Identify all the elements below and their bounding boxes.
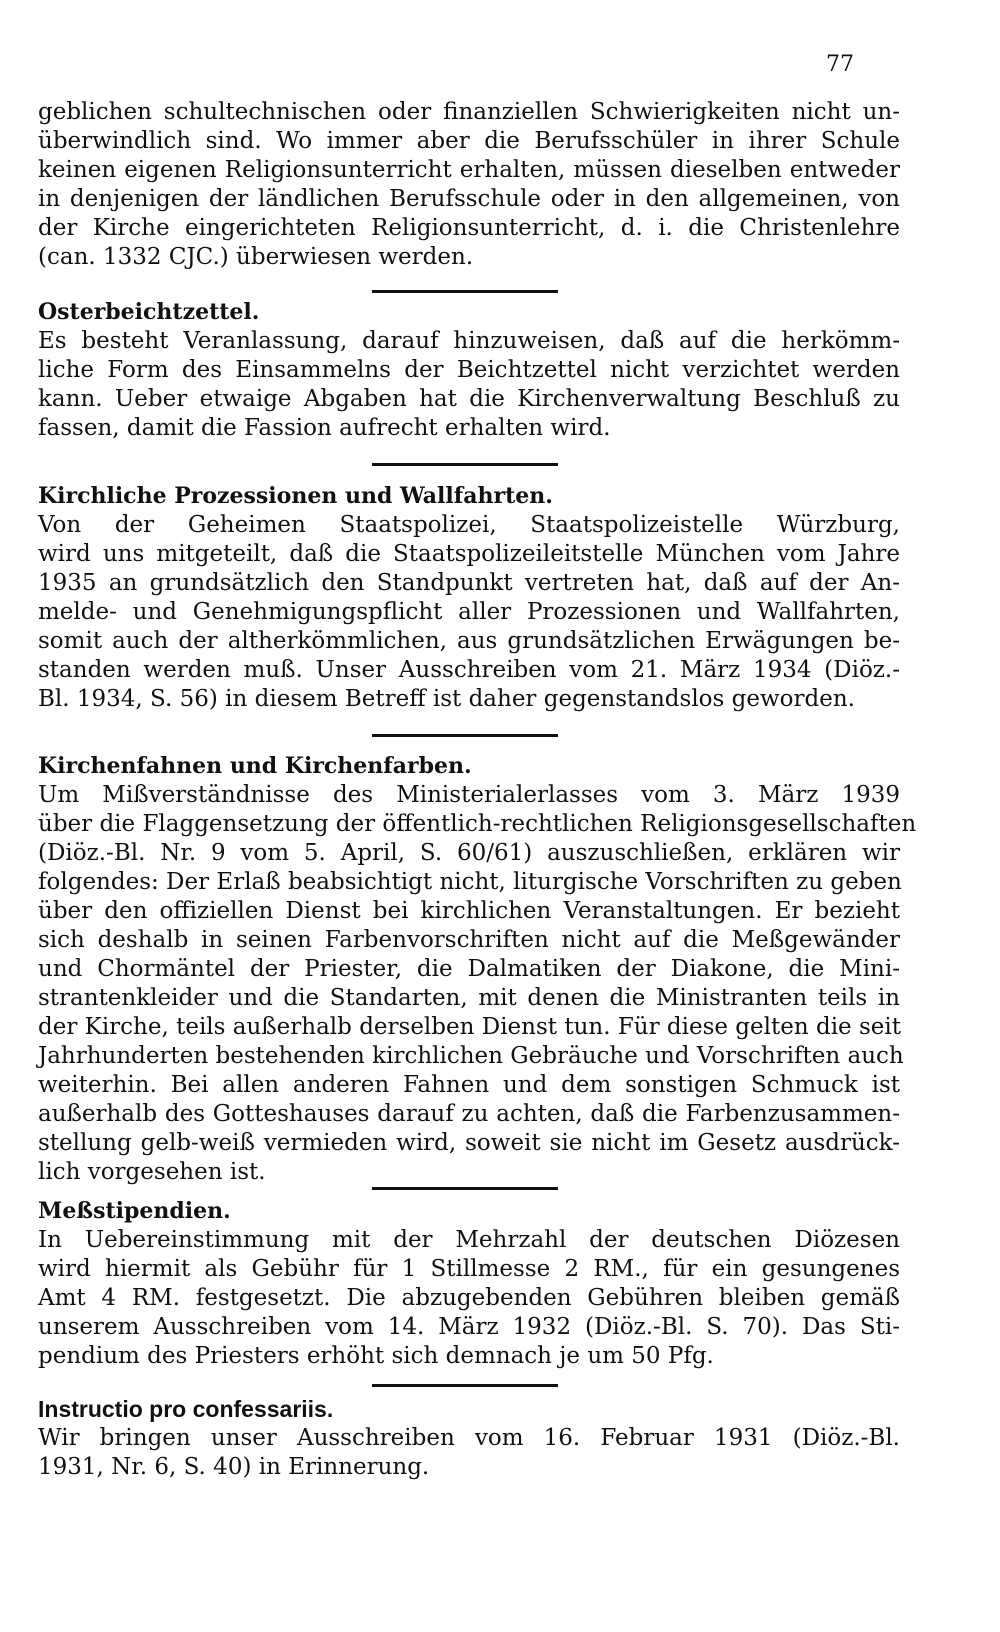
paragraph-line: strantenkleider und die Standarten, mit denen die Ministranten teils in xyxy=(38,985,900,1011)
intro-paragraph xyxy=(38,98,900,272)
section-heading: Instructio pro confessariis. xyxy=(38,1396,334,1422)
paragraph-line: (can. 1332 CJC.) überwiesen werden. xyxy=(38,244,474,270)
section-heading: Kirchliche Prozessionen und Wallfahrten. xyxy=(38,483,553,509)
paragraph-line: lich vorgesehen ist. xyxy=(38,1159,266,1185)
paragraph-line: und Chormäntel der Priester, die Dalmatiken der Diakone, die Mini- xyxy=(38,956,900,982)
paragraph-line: melde- und Genehmigungspflicht aller Prozessionen und Wallfahrten, xyxy=(38,599,900,625)
paragraph-line: In Uebereinstimmung mit der Mehrzahl der deutschen Diözesen xyxy=(38,1227,900,1253)
paragraph-line: kann. Ueber etwaige Abgaben hat die Kirchenverwaltung Beschluß zu xyxy=(38,386,900,412)
section-divider xyxy=(372,463,558,466)
paragraph-line: über den offiziellen Dienst bei kirchlichen Veranstaltungen. Er bezieht xyxy=(38,898,900,924)
paragraph-line: pendium des Priesters erhöht sich demnach je um 50 Pfg. xyxy=(38,1343,714,1369)
paragraph-line: der Kirche eingerichteten Religionsunterricht, d. i. die Christenlehre xyxy=(38,215,900,241)
paragraph-line: folgendes: Der Erlaß beabsichtigt nicht, liturgische Vorschriften zu geben xyxy=(38,869,902,895)
paragraph-line: wird hiermit als Gebühr für 1 Stillmesse 2 RM., für ein gesungenes xyxy=(38,1256,900,1282)
paragraph-line: Amt 4 RM. festgesetzt. Die abzugebenden Gebühren bleiben gemäß xyxy=(38,1285,900,1311)
section-osterbeichtzettel xyxy=(38,298,900,443)
section-divider xyxy=(372,1384,558,1387)
section-heading: Kirchenfahnen und Kirchenfarben. xyxy=(38,753,472,779)
paragraph-line: wird uns mitgeteilt, daß die Staatspolizeileitstelle München vom Jahre xyxy=(38,541,900,567)
paragraph-line: fassen, damit die Fassion aufrecht erhalten wird. xyxy=(38,415,611,441)
paragraph-line: Jahrhunderten bestehenden kirchlichen Gebräuche und Vorschriften auch xyxy=(38,1043,904,1069)
paragraph-line: Wir bringen unser Ausschreiben vom 16. Februar 1931 (Diöz.-Bl. xyxy=(38,1425,900,1451)
section-kirchenfahnen xyxy=(38,752,917,1187)
paragraph-line: geblichen schultechnischen oder finanziellen Schwierigkeiten nicht un- xyxy=(38,99,900,125)
section-messstipendien xyxy=(38,1197,900,1371)
paragraph-line: über die Flaggensetzung der öffentlich-rechtlichen Religionsgesellschaften xyxy=(38,811,917,837)
paragraph-line: in denjenigen der ländlichen Berufsschule oder in den allgemeinen, von xyxy=(38,186,900,212)
paragraph-line: Um Mißverständnisse des Ministerialerlasses vom 3. März 1939 xyxy=(38,782,900,808)
paragraph-line: unserem Ausschreiben vom 14. März 1932 (Diöz.-Bl. S. 70). Das Sti- xyxy=(38,1314,900,1340)
paragraph-line: 1931, Nr. 6, S. 40) in Erinnerung. xyxy=(38,1454,430,1480)
section-divider xyxy=(372,734,558,737)
paragraph-line: liche Form des Einsammelns der Beichtzettel nicht verzichtet werden xyxy=(38,357,900,383)
section-divider xyxy=(372,1187,558,1190)
paragraph-line: außerhalb des Gotteshauses darauf zu achten, daß die Farbenzusammen- xyxy=(38,1101,900,1127)
paragraph-line: stellung gelb-weiß vermieden wird, soweit sie nicht im Gesetz ausdrück- xyxy=(38,1130,900,1156)
paragraph-line: Von der Geheimen Staatspolizei, Staatspolizeistelle Würzburg, xyxy=(38,512,900,538)
section-divider xyxy=(372,290,558,293)
paragraph-line: Es besteht Veranlassung, darauf hinzuweisen, daß auf die herkömm- xyxy=(38,328,900,354)
paragraph-line: (Diöz.-Bl. Nr. 9 vom 5. April, S. 60/61) auszuschließen, erklären wir xyxy=(38,840,900,866)
paragraph-line: Bl. 1934, S. 56) in diesem Betreff ist daher gegenstandslos geworden. xyxy=(38,686,855,712)
paragraph-line: 1935 an grundsätzlich den Standpunkt vertreten hat, daß auf der An- xyxy=(38,570,900,596)
paragraph-line: überwindlich sind. Wo immer aber die Berufsschüler in ihrer Schule xyxy=(38,128,900,154)
section-heading: Osterbeichtzettel. xyxy=(38,299,260,325)
paragraph-line: der Kirche, teils außerhalb derselben Dienst tun. Für diese gelten die seit xyxy=(38,1014,901,1040)
paragraph-line: somit auch der altherkömmlichen, aus grundsätzlichen Erwägungen be- xyxy=(38,628,900,654)
section-heading: Meßstipendien. xyxy=(38,1198,231,1224)
paragraph-line: standen werden muß. Unser Ausschreiben vom 21. März 1934 (Diöz.- xyxy=(38,657,900,683)
page-number: 77 xyxy=(826,52,854,77)
paragraph-line: weiterhin. Bei allen anderen Fahnen und dem sonstigen Schmuck ist xyxy=(38,1072,900,1098)
section-prozessionen xyxy=(38,482,900,714)
paragraph-line: sich deshalb in seinen Farbenvorschriften nicht auf die Meßgewänder xyxy=(38,927,900,953)
paragraph-line: keinen eigenen Religionsunterricht erhalten, müssen dieselben entweder xyxy=(38,157,900,183)
section-instructio xyxy=(38,1395,900,1482)
